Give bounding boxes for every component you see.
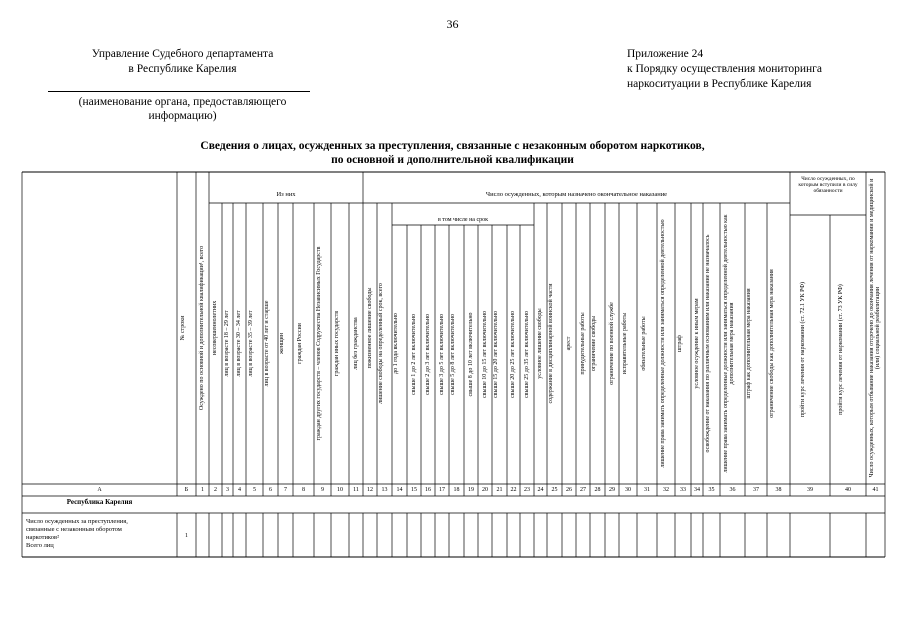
- col-header-c41: Число осужденных, которым отбывание наказания отсрочено до окончания лечения от наркомании и медицинской и (или) социальной реабилитации: [869, 178, 881, 478]
- org-line-2: в Республике Карелия: [128, 63, 237, 75]
- col-header-c7: женщин: [279, 333, 285, 354]
- appendix-line-3: наркоситуации в Республике Карелия: [627, 78, 812, 90]
- col-header-c15: свыше 1 до 2 лет включительно: [410, 313, 417, 396]
- term-header: в том числе на срок: [437, 217, 489, 223]
- num-cell-25: 24: [537, 487, 544, 493]
- col-header-c22: свыше 20 до 25 лет включительно: [510, 310, 517, 399]
- col-header-c36: лишение права занимать определенные должности или заниматься определенной деятельностью как дополнительная мера наказания: [722, 214, 735, 473]
- num-cell-10: 9: [321, 487, 324, 493]
- title-line-2: по основной и дополнительной квалификации: [331, 154, 574, 166]
- num-cell-7: 6: [269, 487, 272, 493]
- num-cell-15: 14: [396, 487, 403, 493]
- right-group-header: Число осужденных, по которым вступили в силу обязанности: [798, 176, 858, 194]
- num-cell-11: 10: [337, 487, 343, 493]
- num-cell-19: 18: [453, 487, 460, 493]
- num-cell-38: 37: [753, 487, 759, 493]
- num-cell-35: 34: [694, 487, 700, 493]
- num-cell-4: 3: [226, 487, 229, 493]
- row-1-line4: Всего лиц: [26, 542, 54, 549]
- col-header-c32: лишение права занимать определенные должности или заниматься определенной деятельностью: [659, 219, 666, 468]
- row-1-line2: связанные с незаконным оборотом: [26, 526, 122, 533]
- col-header-row-no: № строки: [180, 315, 186, 341]
- num-cell-22: 21: [496, 487, 503, 493]
- num-cell-1: Б: [184, 487, 189, 493]
- num-cell-12: 11: [353, 487, 359, 493]
- num-cell-28: 27: [580, 487, 586, 493]
- col-header-c31: обязательные работы: [640, 316, 647, 371]
- col-header-c28: ограничение свободы: [591, 315, 597, 372]
- num-cell-2: 1: [201, 487, 204, 493]
- num-cell-16: 15: [411, 487, 417, 493]
- col-header-c37: штраф как дополнительная мера наказания: [746, 288, 753, 399]
- num-cell-37: 36: [729, 487, 736, 493]
- col-header-c24: условное лишение свободы: [537, 308, 544, 379]
- num-cell-42: 41: [872, 487, 879, 493]
- num-cell-8: 7: [284, 487, 287, 493]
- num-cell-27: 26: [566, 487, 572, 493]
- num-cell-13: 12: [367, 487, 373, 493]
- of-them-header: Из них: [276, 191, 296, 198]
- num-cell-9: 8: [302, 487, 305, 493]
- col-header-c26: арест: [565, 336, 572, 351]
- num-cell-21: 20: [482, 487, 488, 493]
- num-cell-41: 40: [845, 487, 851, 493]
- row-1-label: [26, 518, 173, 550]
- title-line-1: Сведения о лицах, осужденных за преступления, связанные с незаконным оборотом наркотиков,: [200, 140, 705, 152]
- col-header-c4: лиц в возрасте 30 – 34 лет: [236, 310, 243, 377]
- org-note-1: (наименование органа, предоставляющего: [78, 96, 287, 108]
- num-cell-24: 23: [524, 487, 530, 493]
- col-header-c11: лиц без гражданства: [352, 317, 359, 370]
- num-cell-34: 33: [680, 487, 686, 493]
- col-header-c14: до 1 года включительно: [393, 313, 399, 374]
- col-header-c8: граждан России: [297, 323, 303, 364]
- num-cell-32: 31: [644, 487, 650, 493]
- org-note-2: информацию): [148, 110, 217, 122]
- col-header-c20: свыше 10 до 15 лет включительно: [481, 310, 488, 399]
- col-header-c40: пройти курс лечения от наркомании (ст. 73 УК РФ): [838, 284, 845, 415]
- col-header-c17: свыше 3 до 5 лет включительно: [438, 313, 445, 396]
- col-header-c9: граждан других государств – членов Содружества Независимых Государств: [316, 246, 322, 441]
- row-1-line3: наркотиков²: [26, 534, 60, 541]
- col-header-c13: лишение свободы на определенный срок, всего: [378, 283, 384, 404]
- num-cell-5: 4: [238, 487, 241, 493]
- num-cell-0: А: [97, 487, 102, 493]
- col-header-minors: несовершеннолетних: [212, 300, 219, 356]
- appendix-line-2: к Порядку осуществления мониторинга: [627, 63, 823, 75]
- col-header-c18: свыше 5 до 8 лет включительно: [450, 313, 456, 396]
- region-label: Республика Карелия: [66, 498, 133, 506]
- col-header-c27: принудительные работы: [579, 312, 586, 375]
- org-line-1: Управление Судебного департамента: [91, 48, 274, 60]
- num-cell-31: 30: [625, 487, 631, 493]
- appendix-line-1: Приложение 24: [627, 48, 704, 60]
- col-header-c23: свыше 25 до 35 лет включительно: [523, 310, 530, 399]
- col-header-c33: штраф: [676, 335, 683, 352]
- num-cell-33: 32: [663, 487, 669, 493]
- col-header-c30: исправительные работы: [621, 312, 628, 375]
- num-cell-3: 2: [214, 487, 217, 493]
- punishment-header: Число осужденных, которым назначено окончательное наказание: [485, 191, 668, 198]
- col-header-convicted-total: Осуждено по основной и дополнительной квалификации¹, всего: [199, 245, 206, 411]
- row-1-line1: Число осужденных за преступления,: [26, 518, 128, 525]
- col-header-c19: свыше 8 до 10 лет включительно: [467, 312, 474, 397]
- col-header-c6: лиц в возрасте от 40 лет и старше: [264, 300, 270, 387]
- col-header-c12: пожизненное лишение свободы: [366, 287, 373, 369]
- col-header-c16: свыше 2 до 3 лет включительно: [424, 313, 431, 396]
- num-cell-36: 35: [708, 487, 715, 493]
- page-number: 36: [446, 17, 459, 31]
- col-header-c39: пройти курс лечения от наркомании (ст. 72.1 УК РФ): [800, 281, 807, 418]
- num-cell-29: 28: [594, 487, 601, 493]
- num-cell-40: 39: [807, 487, 813, 493]
- col-header-c21: свыше 15 до 20 лет включительно: [493, 310, 499, 399]
- num-cell-17: 16: [425, 487, 431, 493]
- col-header-c29: ограничение по военной службе: [608, 302, 615, 385]
- num-cell-30: 29: [609, 487, 615, 493]
- num-cell-39: 38: [775, 487, 782, 493]
- num-cell-14: 13: [381, 487, 388, 493]
- col-header-c10: граждан иных государств: [333, 310, 340, 377]
- num-cell-18: 17: [439, 487, 445, 493]
- num-cell-20: 19: [468, 487, 474, 493]
- col-header-c25: содержание в дисциплинарной воинской части: [548, 283, 554, 404]
- num-cell-6: 5: [253, 487, 256, 493]
- col-header-c38: ограничение свободы как дополнительная мера наказания: [768, 269, 775, 418]
- row-1-number: 1: [185, 533, 188, 539]
- col-header-c35: освобождение от наказания по различным основаниям или наказание не назначалось: [705, 234, 711, 453]
- col-header-c34: условное осуждение к иным мерам: [693, 298, 700, 389]
- col-header-c3: лиц в возрасте 18 – 29 лет: [224, 310, 231, 377]
- num-cell-23: 22: [510, 487, 517, 493]
- num-cell-26: 25: [551, 487, 558, 493]
- col-header-c5: лиц в возрасте 35 – 39 лет: [248, 310, 254, 377]
